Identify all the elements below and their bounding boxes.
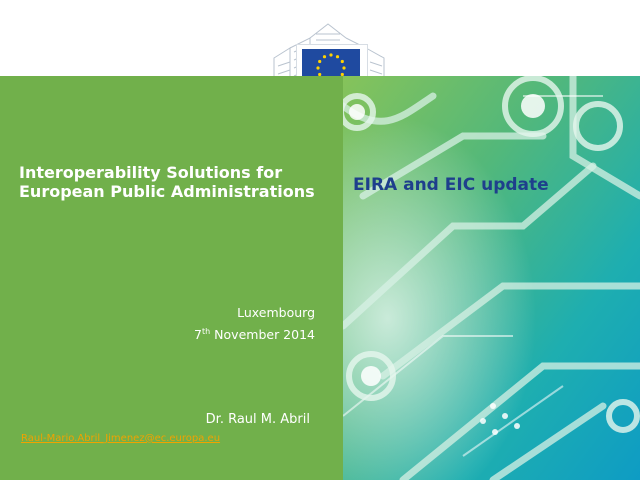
program-title: Interoperability Solutions for European Public Administrations xyxy=(19,163,315,201)
event-location: Luxembourg xyxy=(237,305,315,320)
event-date xyxy=(194,327,315,342)
author-name: Dr. Raul M. Abril xyxy=(205,412,310,427)
author-email-link[interactable]: Raul-Mario.Abril_Jimenez@ec.europa.eu xyxy=(21,433,221,444)
circuit-background-image xyxy=(343,76,640,480)
date-suffix: th xyxy=(201,326,211,336)
date-rest: November 2014 xyxy=(210,327,315,342)
date-day: 7 xyxy=(194,327,202,342)
talk-title: EIRA and EIC update xyxy=(353,175,549,195)
